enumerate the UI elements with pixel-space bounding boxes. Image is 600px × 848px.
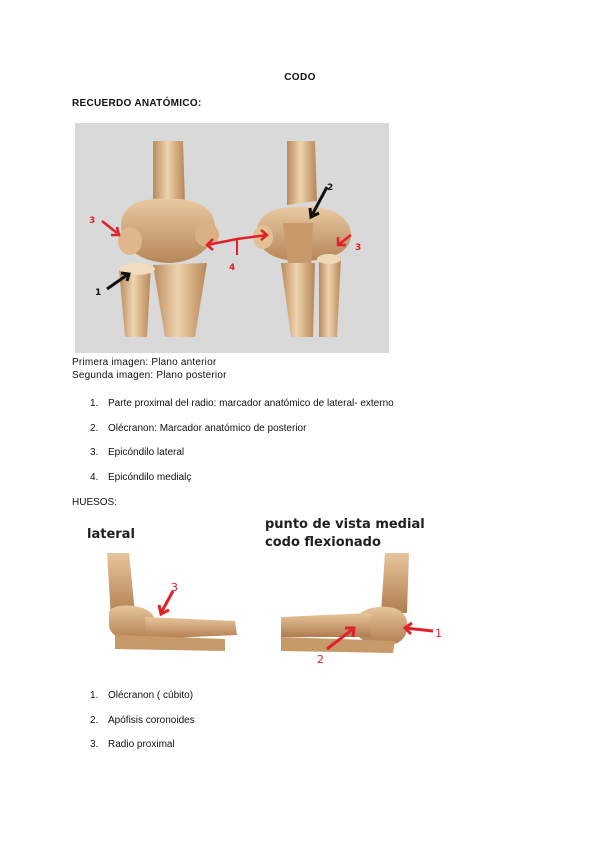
- view-marker-1-label: 1: [435, 627, 442, 640]
- posterior-elbow-bones: [253, 141, 351, 337]
- bones-list: [90, 690, 195, 764]
- list-text: Olécranon: Marcador anatómico de posterior: [108, 422, 307, 434]
- marker-3-right-label: 3: [355, 243, 362, 253]
- list-number: 1.: [90, 398, 99, 409]
- list-text: Olécranon ( cúbito): [108, 690, 194, 701]
- list-number: 1.: [90, 690, 99, 701]
- list-text: Radio proximal: [108, 739, 175, 751]
- lateral-elbow-bones: [107, 553, 237, 651]
- list-number: 4.: [90, 472, 99, 484]
- list-text: Apófisis coronoides: [108, 714, 195, 726]
- bones-heading: HUESOS:: [72, 497, 118, 508]
- elbow-views-illustration: [75, 513, 453, 670]
- list-item: [90, 447, 394, 472]
- marker-1-label: 1: [95, 288, 102, 298]
- list-number: 2.: [90, 422, 99, 434]
- list-item: [90, 472, 394, 497]
- view-marker-3-label: 3: [171, 581, 178, 594]
- list-text: Epicóndilo lateral: [108, 447, 185, 459]
- caption-second-image: Segunda imagen: Plano posterior: [72, 370, 227, 381]
- marker-3-left-label: 3: [89, 216, 96, 226]
- list-number: 2.: [90, 714, 99, 726]
- list-item: [90, 690, 195, 715]
- anterior-elbow-bones: [118, 141, 219, 337]
- list-item: [90, 423, 394, 448]
- list-number: 3.: [90, 739, 99, 751]
- view-marker-2-label: 2: [317, 653, 324, 666]
- list-number: 3.: [90, 447, 99, 459]
- list-text: Epicóndilo medialç: [108, 472, 192, 484]
- section-heading: RECUERDO ANATÓMICO:: [72, 98, 202, 109]
- medial-elbow-bones: [281, 553, 409, 653]
- medial-view-label-line1: punto de vista medial: [265, 517, 425, 532]
- elbow-views-figure: [75, 513, 453, 670]
- list-item: [90, 739, 195, 764]
- list-item: [90, 715, 195, 740]
- elbow-anatomy-figure: [75, 123, 389, 353]
- caption-first-image: Primera imagen: Plano anterior: [72, 357, 217, 368]
- list-item: [90, 398, 394, 423]
- anatomy-list: [90, 398, 394, 497]
- lateral-view-label: lateral: [87, 527, 135, 542]
- list-text: Parte proximal del radio: marcador anatómico de lateral- externo: [108, 398, 394, 409]
- page-title: CODO: [284, 72, 316, 83]
- marker-4-label: 4: [229, 263, 236, 273]
- elbow-anatomy-illustration: [75, 123, 389, 353]
- marker-2-label: 2: [327, 183, 334, 193]
- medial-view-label-line2: codo flexionado: [265, 535, 381, 550]
